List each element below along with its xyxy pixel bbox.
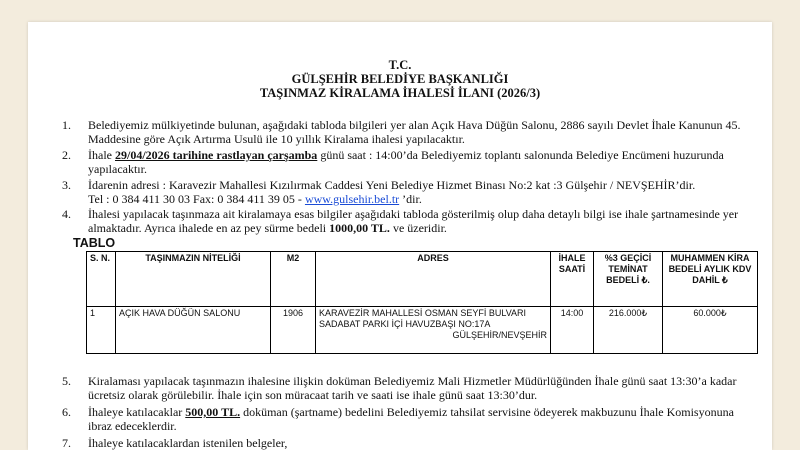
item-6 — [62, 405, 743, 433]
item-2-date: 29/04/2026 tarihine rastlayan çarşamba — [114, 148, 318, 162]
item-3-number: 3. — [62, 178, 71, 192]
item-6-amount: 500,00 TL. — [185, 405, 241, 419]
cell-adres-line2: GÜLŞEHİR/NEVŞEHİR — [452, 330, 547, 340]
col-sn: S. N. — [87, 252, 116, 307]
document-page — [28, 22, 772, 450]
cell-saat: 14:00 — [551, 307, 594, 354]
col-adres: ADRES — [316, 252, 551, 307]
cell-sn: 1 — [87, 307, 116, 354]
item-4-pre: İhalesi yapılacak taşınmaza ait kiralamaya esas bilgiler aşağıdaki tabloda gösterilmiş olup daha detaylı bilgi ise ihale şartnamesinde yer almaktadır. Ayrıca ihalede en az pey sürme bedeli — [88, 207, 739, 235]
item-2-number: 2. — [62, 148, 71, 162]
col-nitelik: TAŞINMAZIN NİTELİĞİ — [116, 252, 271, 307]
table-row — [87, 307, 758, 354]
header-title: TAŞINMAZ KİRALAMA İHALESİ İLANI (2026/3) — [259, 86, 541, 100]
item-5-text: Kiralaması yapılacak taşınmazın ihalesine ilişkin doküman Belediyemiz Mali Hizmetler Müdürlüğünden İhale günü saat 13:30’a kadar ücretsiz olarak görülebilir. İhale için son müracaat tarih ve saati ise ihale günü saat 13:30’dur. — [88, 374, 737, 402]
header-municipality: GÜLŞEHİR BELEDİYE BAŞKANLIĞI — [291, 72, 509, 86]
header-tc: T.C. — [388, 58, 412, 72]
item-6-post: doküman (şartname) bedelini Belediyemiz tahsilat servisine ödeyerek makbuzunu İhale Komisyonuna ibraz edeceklerdir. — [88, 405, 734, 433]
table-header-row — [87, 252, 758, 307]
item-5 — [62, 374, 743, 402]
table-caption: TABLO — [73, 236, 116, 250]
item-3-contact-end: ’dir. — [399, 192, 422, 206]
item-3-text: İdarenin adresi : Karavezir Mahallesi Kızılırmak Caddesi Yeni Belediye Hizmet Binası No:2 kat :3 Gülşehir / NEVŞEHİR’dir. — [88, 178, 696, 192]
col-m2: M2 — [271, 252, 316, 307]
item-3-contact: Tel : 0 384 411 30 03 Fax: 0 384 411 39 05 - — [88, 192, 305, 206]
item-4-post: ve üzeridir. — [389, 221, 447, 235]
item-1-number: 1. — [62, 118, 71, 132]
item-4 — [62, 207, 743, 235]
col-teminat: %3 GEÇİCİ TEMİNAT BEDELİ ₺. — [594, 252, 663, 307]
item-7-text: İhaleye katılacaklardan istenilen belgeler, — [88, 436, 288, 450]
item-6-pre: İhaleye katılacaklar — [88, 405, 186, 419]
cell-muhammen: 60.000₺ — [663, 307, 758, 354]
col-muhammen: MUHAMMEN KİRA BEDELİ AYLIK KDV DAHİL ₺ — [663, 252, 758, 307]
cell-m2: 1906 — [271, 307, 316, 354]
item-4-number: 4. — [62, 207, 71, 221]
item-5-number: 5. — [62, 374, 71, 388]
cell-adres — [316, 307, 551, 354]
item-6-number: 6. — [62, 405, 71, 419]
item-1-text: Belediyemiz mülkiyetinde bulunan, aşağıdaki tabloda bilgileri yer alan Açık Hava Düğün Salonu, 2886 sayılı Devlet İhale Kanunun 45. Maddesine göre Açık Artırma Usulü ile 10 yıllık Kiralama ihalesi yapılacaktır. — [88, 118, 741, 146]
website-link[interactable]: www.gulsehir.bel.tr — [304, 192, 400, 206]
cell-nitelik: AÇIK HAVA DÜĞÜN SALONU — [116, 307, 271, 354]
item-7 — [62, 436, 743, 450]
item-2-pre: İhale — [88, 148, 115, 162]
cell-adres-line1: KARAVEZİR MAHALLESİ OSMAN SEYFİ BULVARI SADABAT PARKI İÇİ HAVUZBAŞI NO:17A — [319, 308, 527, 329]
item-7-number: 7. — [62, 436, 71, 450]
item-4-amount: 1000,00 TL. — [329, 221, 390, 235]
item-3 — [62, 178, 743, 206]
cell-teminat: 216.000₺ — [594, 307, 663, 354]
item-1 — [62, 118, 743, 146]
property-table — [86, 251, 758, 354]
item-2-post: günü saat : 14:00’da Belediyemiz toplantı salonunda Belediye Encümeni huzurunda yapılacaktır. — [88, 148, 724, 176]
item-2 — [62, 148, 743, 176]
col-saat: İHALE SAATİ — [551, 252, 594, 307]
